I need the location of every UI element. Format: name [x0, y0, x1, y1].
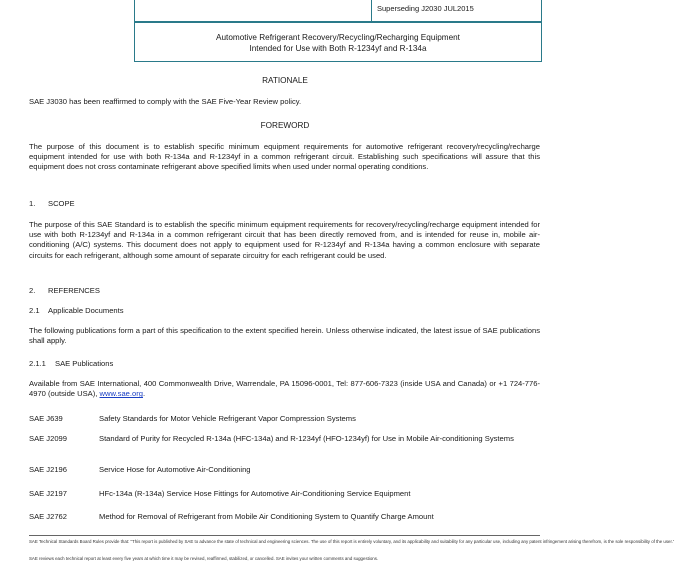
reference-title: Safety Standards for Motor Vehicle Refrigerant Vapor Compression Systems	[99, 414, 356, 423]
reference-code: SAE J2196	[29, 465, 67, 474]
section-number: 2.1.1	[29, 359, 46, 368]
reference-code: SAE J2197	[29, 489, 67, 498]
footer-rule	[29, 535, 540, 536]
document-title-box	[134, 22, 542, 62]
foreword-text: The purpose of this document is to establish specific minimum equipment requirements for automotive refrigerant recovery/recycling/recharge equipment intended for use with both R-134a and R-1234yf in a common refrigerant circuit. Establishing such specifications will assure that this equipment does not cross contaminate refrigerant above specified limits when used under normal operating conditions.	[29, 142, 540, 172]
section-number: 2.	[29, 286, 36, 295]
reference-title: Service Hose for Automotive Air-Conditioning	[99, 465, 251, 474]
section-title: SCOPE	[48, 199, 75, 208]
availability-period: .	[143, 389, 146, 399]
reference-code: SAE J2762	[29, 512, 67, 521]
reference-code: SAE J639	[29, 414, 63, 423]
section-number: 1.	[29, 199, 36, 208]
sae-website-link[interactable]: www.sae.org	[99, 389, 143, 399]
footer-disclaimer-2: SAE reviews each technical report at least every five years at which time it may be revised, reaffirmed, stabilized, or cancelled. SAE invites your written comments and suggestions.	[29, 556, 379, 561]
rationale-heading: RATIONALE	[262, 76, 308, 85]
document-title-line2: Intended for Use with Both R-1234yf and R-134a	[249, 44, 427, 53]
rationale-text: SAE J3030 has been reaffirmed to comply with the SAE Five-Year Review policy.	[29, 97, 302, 106]
foreword-heading: FOREWORD	[260, 121, 310, 130]
document-title-line1: Automotive Refrigerant Recovery/Recycling/Recharging Equipment	[216, 33, 460, 42]
reference-title: Standard of Purity for Recycled R-134a (HFC-134a) and R-1234yf (HFO-1234yf) for Use in Mobile Air-conditioning Systems	[99, 434, 514, 443]
footer-disclaimer-1: SAE Technical Standards Board Rules provide that: "This report is published by SAE to advance the state of technical and engineering sciences. The use of this report is entirely voluntary, and its applicability and suitability for any particular use, including any patent infringement arising therefrom, is the sole responsibility of the user."	[29, 539, 674, 544]
section-title: Applicable Documents	[48, 306, 124, 315]
reference-title: Method for Removal of Refrigerant from Mobile Air Conditioning System to Quantify Charge Amount	[99, 512, 434, 521]
superseding-text: Superseding J2030 JUL2015	[377, 4, 474, 13]
availability-statement: Available from SAE International, 400 Commonwealth Drive, Warrendale, PA 15096-0001, Tel: 877-606-7323 (inside USA and Canada) or +1 724-776-4970 (outside USA),	[29, 379, 540, 399]
header-top-box	[134, 0, 542, 22]
scope-text: The purpose of this SAE Standard is to establish the specific minimum equipment requirements for recovery/recycling/recharge equipment intended for use with both R-1234yf and R-134a in a common refrigerant circuit that has been directly removed from, and is intended for reuse in, mobile air-conditioning (A/C) systems. This document does not apply to equipment used for R-1234yf and R-134a having a common enclosure with separate circuits for each refrigerant, although some amount of separate circuitry for each refrigerant could be used.	[29, 220, 540, 260]
applicable-documents-text: The following publications form a part of this specification to the extent specified herein. Unless otherwise indicated, the latest issue of SAE publications shall apply.	[29, 326, 540, 346]
section-number: 2.1	[29, 306, 40, 315]
header-divider	[371, 0, 372, 22]
reference-code: SAE J2099	[29, 434, 67, 443]
availability-text	[29, 379, 540, 399]
section-title: REFERENCES	[48, 286, 100, 295]
section-title: SAE Publications	[55, 359, 114, 368]
reference-title: HFc-134a (R-134a) Service Hose Fittings for Automotive Air-Conditioning Service Equipment	[99, 489, 411, 498]
